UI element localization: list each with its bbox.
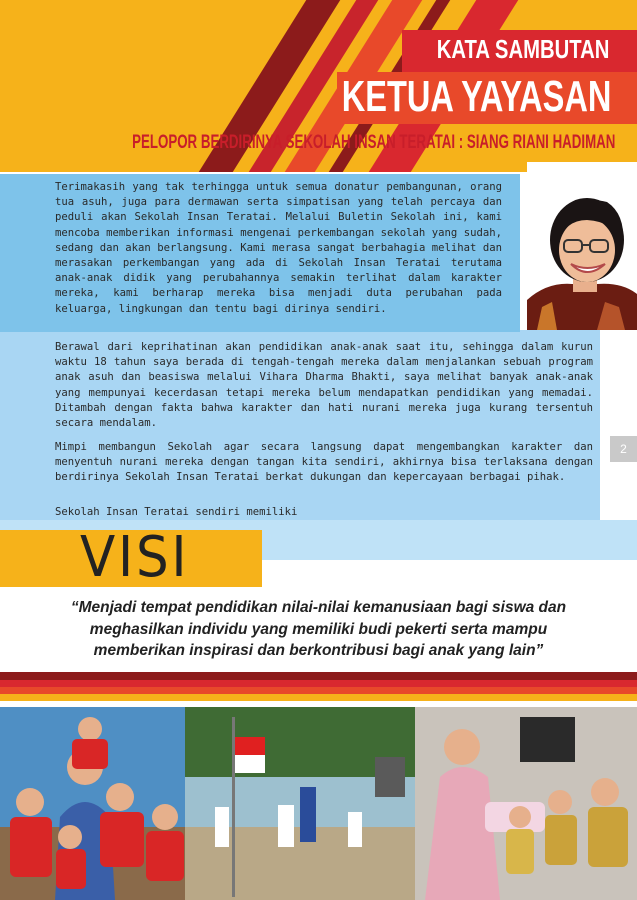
divider-stripe (0, 680, 637, 687)
paragraph-lead-in: Sekolah Insan Teratai sendiri memiliki (55, 506, 298, 518)
children-group-photo (0, 707, 185, 900)
quote-line: “Menjadi tempat pendidikan nilai-nilai kemanusiaan bagi siswa dan (70, 599, 567, 616)
paragraph-intro: Terimakasih yang tak terhingga untuk semua donatur pembangunan, orang tua asuh, juga para dermawan serta simpatisan yang telah percaya dan peduli akan Sekolah Insan Teratai. Melalui Buletin Sekolah ini, kami mencoba memberikan informasi mengenai perkembangan sekolah yang sudah, sedang dan akan berlangsung. Kami merasa sangat berbahagia melihat dan merasakan perkembangan yang ada di Sekolah Insan Teratai terutama anak-anak didik yang perubahannya semakin terlihat dalam karakter mereka, kami berharap mereka bisa menjadi duta perubahan pada keluarga, lingkungan dan tentu bagi dirinya sendiri. (55, 181, 502, 315)
quote-line: memberikan inspirasi dan berkontribusi bagi anak yang lain” (93, 642, 544, 659)
divider-stripe (0, 694, 637, 701)
portrait-illustration (527, 162, 637, 330)
photo-strip (0, 707, 637, 900)
subtitle: PELOPOR BERDIRINYA SEKOLAH INSAN TERATAI : SIANG RIANI HADIMAN (131, 132, 615, 153)
paragraph-dream: Mimpi membangun Sekolah agar secara langsung dapat mengembangkan karakter dan menyentuh nurani mereka dengan tangan kita sendiri, akhirnya bisa terlaksana dengan berdirinya Sekolah Insan Teratai berkat dukungan dan kepercayaan berbagai pihak. (55, 441, 593, 484)
divider-stripe (0, 672, 637, 680)
quote-line: meghasilkan individu yang memiliki budi pekerti serta mampu (89, 620, 548, 638)
page-number: 2 (610, 436, 637, 462)
photo-collage (0, 707, 637, 900)
gift-giving-photo (415, 707, 637, 900)
portrait-image (527, 162, 637, 330)
paragraph-background: Berawal dari keprihatinan akan pendidikan anak-anak saat itu, sehingga dalam kurun waktu 18 tahun saya berada di tengah-tengah mereka dalam menjalankan sebuah program anak asuh dan beasiswa melalui Vihara Dharma Bhakti, saya melihat banyak anak-anak yang mempunyai kecerdasan tetapi mereka belum mendapatkan pendidikan yang memadai. Ditambah dengan fakta bahwa karakter dan hati nurani mereka juga kurang tersentuh secara mendalam. (55, 341, 593, 430)
divider-stripe (0, 687, 637, 694)
flag-ceremony-photo (185, 707, 415, 900)
header-banner (0, 0, 637, 172)
kata-sambutan-title: KATA SAMBUTAN (436, 34, 609, 64)
visi-heading: VISI (80, 525, 190, 590)
ketua-yayasan-title: KETUA YAYASAN (341, 72, 611, 121)
visi-quote (30, 597, 607, 662)
